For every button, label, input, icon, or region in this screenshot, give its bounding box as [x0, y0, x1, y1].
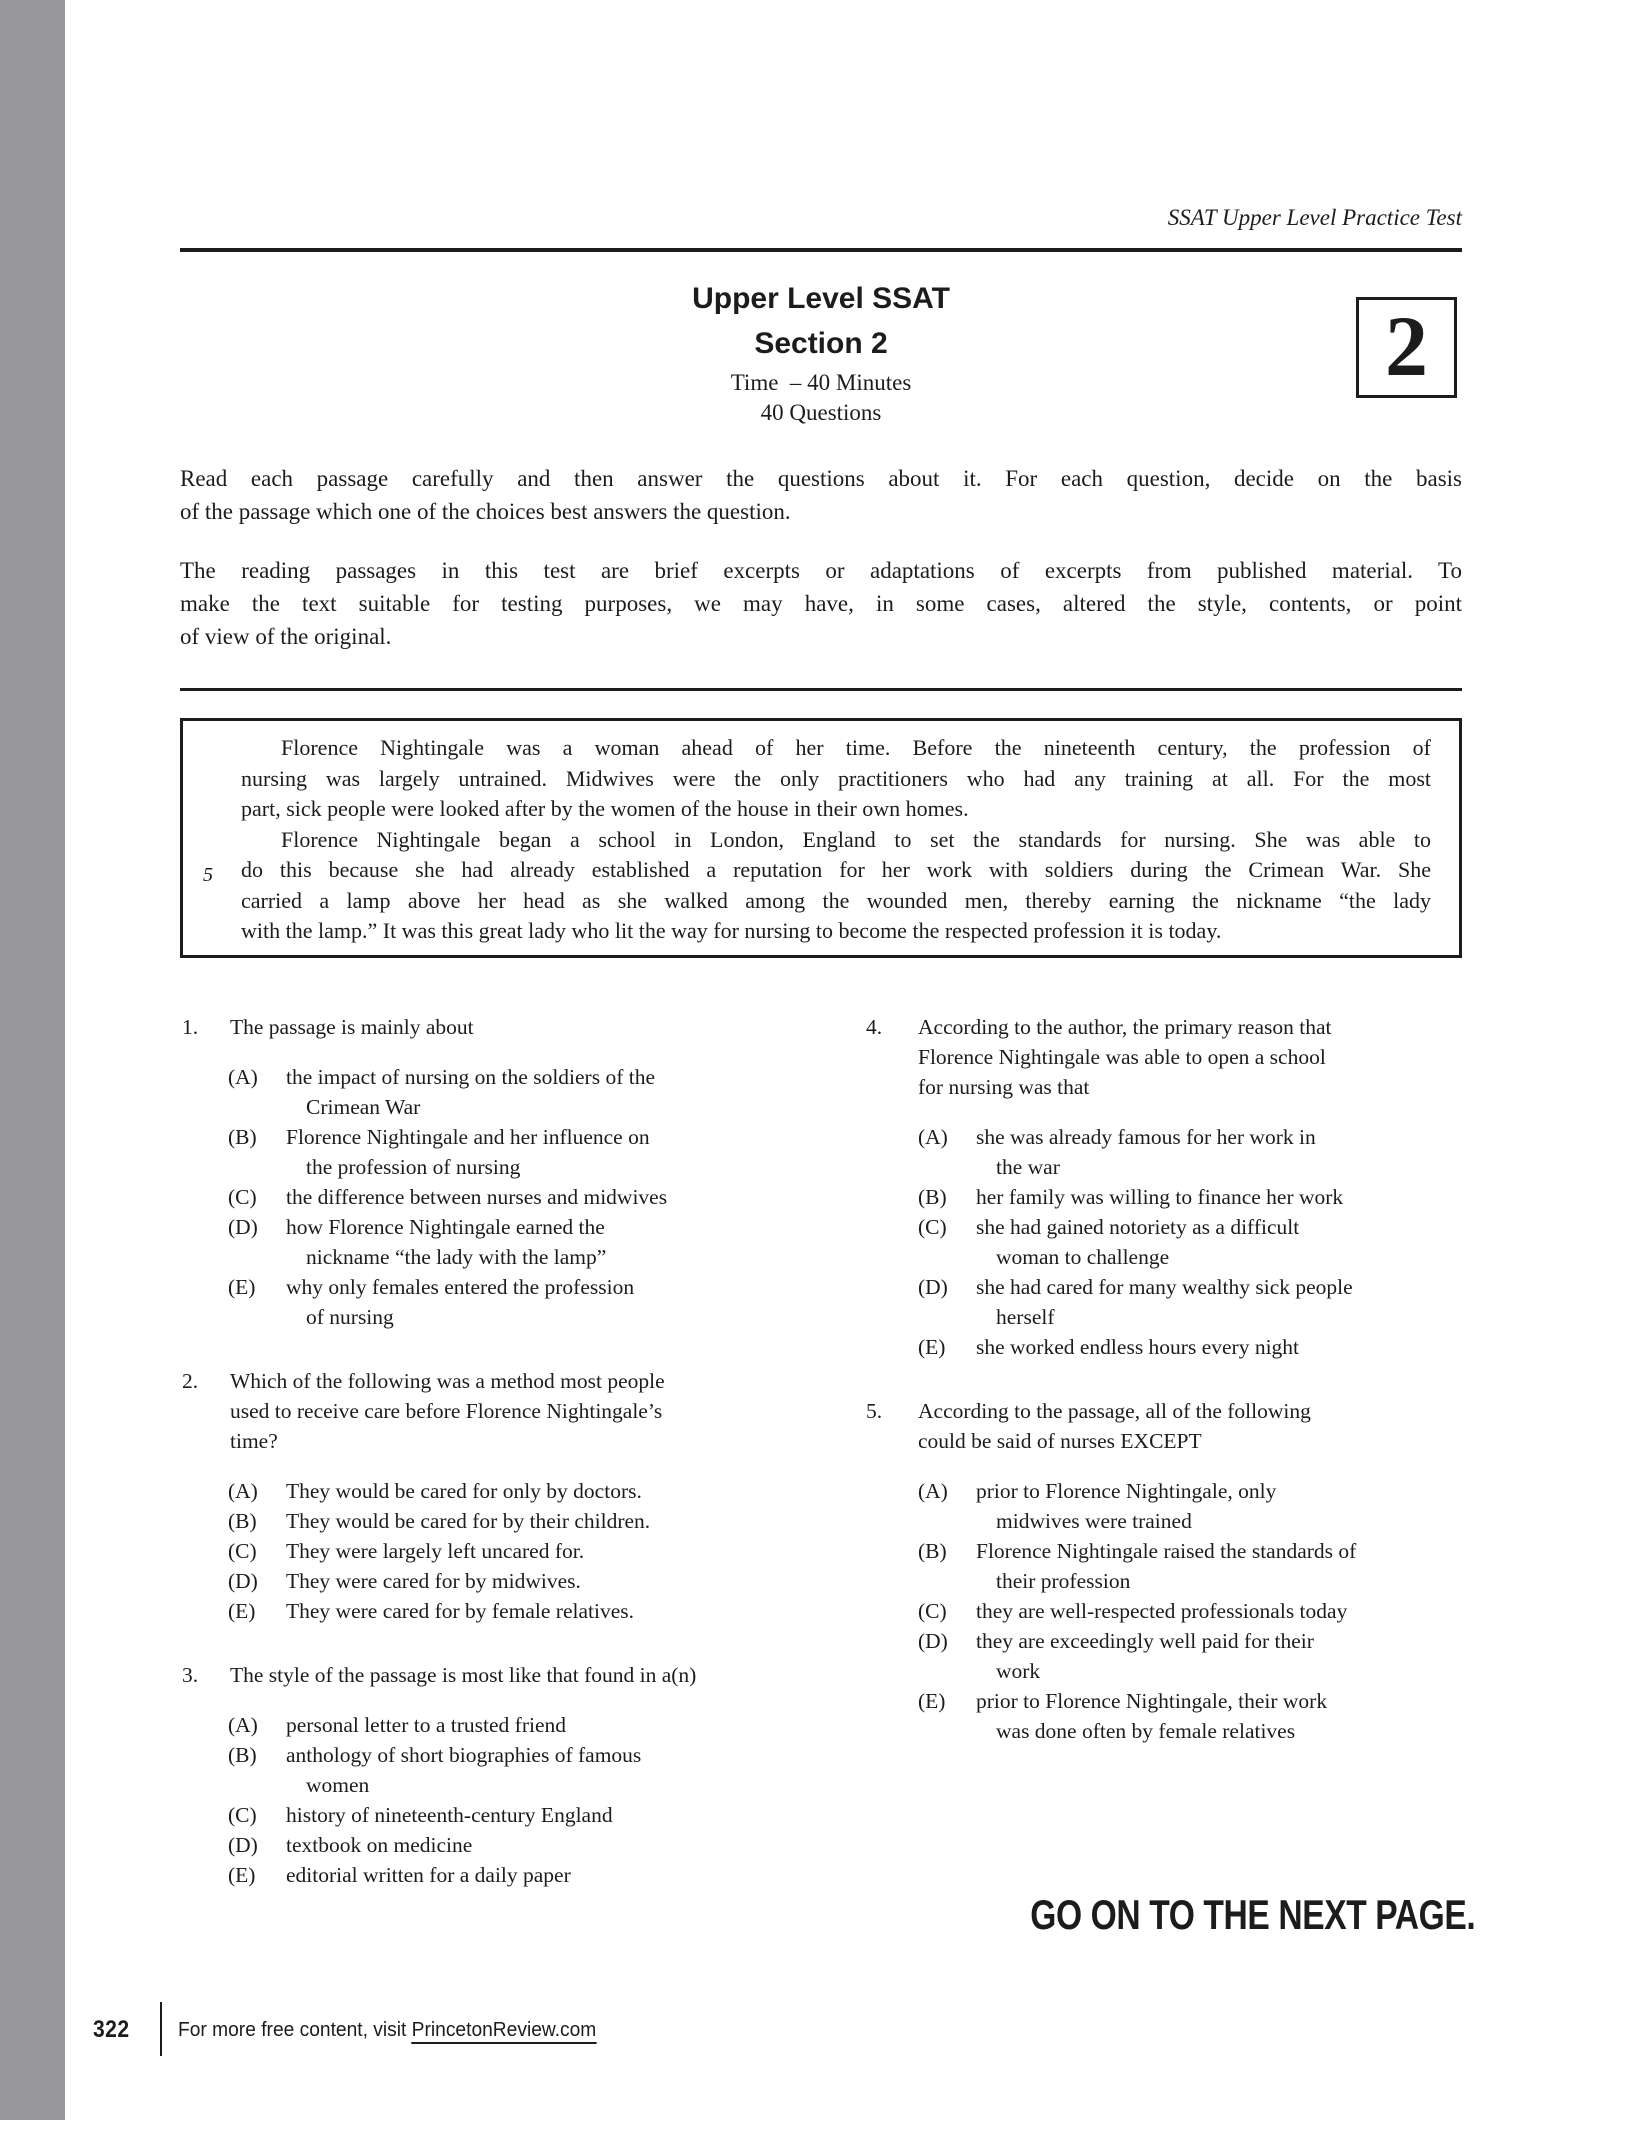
option-letter: (A)	[228, 1479, 258, 1503]
section-number: 2	[1385, 297, 1428, 394]
passage-line: with the lamp.” It was this great lady who lit the way for nursing to become the respected profession it is today.	[241, 918, 1222, 943]
option-letter: (C)	[918, 1215, 947, 1239]
stem-line: According to the author, the primary reason that	[918, 1015, 1332, 1039]
stem-line: time?	[230, 1429, 278, 1453]
footer-link: PrincetonReview.com	[412, 2019, 597, 2044]
option-line: They were cared for by female relatives.	[286, 1599, 634, 1623]
options-list	[182, 1710, 830, 1890]
question-stem-text	[230, 1660, 830, 1690]
option-row	[228, 1566, 830, 1596]
option-line: work	[996, 1659, 1041, 1683]
option-letter: (A)	[918, 1479, 948, 1503]
option-text	[286, 1476, 830, 1506]
go-on-notice: GO ON TO THE NEXT PAGE.	[1029, 1891, 1475, 1938]
question-stem	[182, 1366, 830, 1456]
option-letter: (D)	[918, 1629, 948, 1653]
option-row	[228, 1800, 830, 1830]
question-number: 4.	[866, 1015, 883, 1039]
option-row	[228, 1860, 830, 1890]
option-text	[286, 1830, 830, 1860]
option-letter: (D)	[918, 1275, 948, 1299]
option-line: Florence Nightingale and her influence on	[286, 1125, 650, 1149]
stem-line: Florence Nightingale was able to open a school	[918, 1045, 1326, 1069]
footer-divider	[160, 2002, 162, 2056]
option-text	[286, 1566, 830, 1596]
option-text	[976, 1476, 1462, 1536]
option-text	[976, 1182, 1462, 1212]
option-letter: (E)	[228, 1275, 256, 1299]
question-stem-text	[230, 1012, 830, 1042]
option-line: the profession of nursing	[306, 1155, 521, 1179]
option-line: her family was willing to finance her work	[976, 1185, 1344, 1209]
option-row	[918, 1272, 1462, 1332]
option-row	[228, 1740, 830, 1800]
option-letter: (D)	[228, 1569, 258, 1593]
option-row	[228, 1122, 830, 1182]
option-line: They would be cared for by their children.	[286, 1509, 651, 1533]
option-letter: (D)	[228, 1215, 258, 1239]
option-row	[228, 1596, 830, 1626]
option-line: herself	[996, 1305, 1055, 1329]
option-line: was done often by female relatives	[996, 1719, 1296, 1743]
option-letter: (A)	[228, 1713, 258, 1737]
stem-line: According to the passage, all of the following	[918, 1399, 1311, 1423]
question-count: 40 Questions	[760, 400, 882, 425]
passage-line: carried a lamp above her head as she walked among the wounded men, thereby earning the nickname “the lady	[241, 887, 1431, 913]
running-head: SSAT Upper Level Practice Test	[1167, 205, 1462, 230]
option-row	[228, 1536, 830, 1566]
option-text	[286, 1710, 830, 1740]
option-line: they are exceedingly well paid for their	[976, 1629, 1314, 1653]
stem-line: for nursing was that	[918, 1075, 1090, 1099]
question	[182, 1366, 830, 1626]
option-letter: (B)	[228, 1125, 257, 1149]
option-line: prior to Florence Nightingale, only	[976, 1479, 1277, 1503]
option-letter: (C)	[228, 1803, 257, 1827]
option-line: prior to Florence Nightingale, their work	[976, 1689, 1328, 1713]
option-line: nickname “the lady with the lamp”	[306, 1245, 607, 1269]
options-list	[182, 1062, 830, 1332]
instructions-divider-rule	[180, 688, 1462, 691]
instruction-line: Read each passage carefully and then answer the questions about it. For each question, decide on the basis	[180, 466, 1462, 491]
option-row	[918, 1596, 1462, 1626]
option-row	[918, 1122, 1462, 1182]
option-text	[286, 1122, 830, 1182]
option-line: anthology of short biographies of famous	[286, 1743, 642, 1767]
option-letter: (B)	[228, 1509, 257, 1533]
footer-text-prefix: For more free content, visit	[178, 2019, 412, 2041]
option-letter: (C)	[918, 1599, 947, 1623]
passage-line: nursing was largely untrained. Midwives were the only practitioners who had any training at all. For the most	[241, 765, 1431, 791]
option-line: why only females entered the profession	[286, 1275, 635, 1299]
option-line: Florence Nightingale raised the standards of	[976, 1539, 1357, 1563]
options-list	[866, 1476, 1462, 1746]
option-letter: (C)	[228, 1539, 257, 1563]
stem-line: The style of the passage is most like that found in a(n)	[230, 1663, 697, 1687]
section-number-box	[1356, 297, 1457, 398]
option-line: textbook on medicine	[286, 1833, 473, 1857]
option-line: They were cared for by midwives.	[286, 1569, 581, 1593]
page-title: Upper Level SSAT	[692, 282, 950, 315]
option-letter: (E)	[918, 1689, 946, 1713]
stem-line: used to receive care before Florence Nightingale’s	[230, 1399, 663, 1423]
question	[182, 1012, 830, 1332]
option-row	[228, 1476, 830, 1506]
question	[182, 1660, 830, 1890]
question-stem-text	[918, 1396, 1462, 1456]
option-text	[286, 1536, 830, 1566]
instruction-line: make the text suitable for testing purposes, we may have, in some cases, altered the style, contents, or point	[180, 591, 1462, 616]
stem-line: The passage is mainly about	[230, 1015, 474, 1039]
option-row	[228, 1830, 830, 1860]
left-margin-bar	[0, 0, 65, 2120]
option-text	[976, 1122, 1462, 1182]
options-list	[182, 1476, 830, 1626]
question	[866, 1396, 1462, 1746]
option-text	[286, 1740, 830, 1800]
paragraph-gap	[180, 528, 1462, 554]
instruction-line: The reading passages in this test are brief excerpts or adaptations of excerpts from published material. To	[180, 558, 1462, 583]
option-letter: (B)	[918, 1185, 947, 1209]
option-line: women	[306, 1773, 370, 1797]
option-letter: (C)	[228, 1185, 257, 1209]
question-stem	[866, 1396, 1462, 1456]
option-text	[286, 1800, 830, 1830]
question-stem	[182, 1012, 830, 1042]
option-line: They would be cared for only by doctors.	[286, 1479, 642, 1503]
option-text	[286, 1182, 830, 1212]
instructions	[180, 462, 1462, 653]
option-letter: (E)	[228, 1863, 256, 1887]
passage-line-number: 5	[203, 864, 213, 886]
option-row	[918, 1212, 1462, 1272]
option-letter: (E)	[228, 1599, 256, 1623]
stem-line: could be said of nurses EXCEPT	[918, 1429, 1202, 1453]
option-letter: (B)	[228, 1743, 257, 1767]
option-line: how Florence Nightingale earned the	[286, 1215, 605, 1239]
option-row	[228, 1212, 830, 1272]
option-row	[918, 1686, 1462, 1746]
option-text	[976, 1626, 1462, 1686]
option-line: they are well-respected professionals today	[976, 1599, 1348, 1623]
option-text	[286, 1272, 830, 1332]
option-line: editorial written for a daily paper	[286, 1863, 571, 1887]
header-rule	[180, 248, 1462, 252]
option-letter: (D)	[228, 1833, 258, 1857]
option-row	[228, 1710, 830, 1740]
passage-line: do this because she had already established a reputation for her work with soldiers during the Crimean War. She	[241, 857, 1431, 882]
passage-line: Florence Nightingale began a school in London, England to set the standards for nursing. She was able to	[281, 826, 1431, 852]
option-line: woman to challenge	[996, 1245, 1170, 1269]
option-row	[918, 1182, 1462, 1212]
option-row	[228, 1506, 830, 1536]
question-number: 5.	[866, 1399, 883, 1423]
question-number: 3.	[182, 1663, 199, 1687]
option-text	[976, 1212, 1462, 1272]
option-line: the war	[996, 1155, 1060, 1179]
question-stem	[182, 1660, 830, 1690]
option-line: of nursing	[306, 1305, 394, 1329]
options-list	[866, 1122, 1462, 1362]
option-line: midwives were trained	[996, 1509, 1192, 1533]
instruction-line: of view of the original.	[180, 624, 392, 649]
option-text	[976, 1536, 1462, 1596]
question-stem-text	[918, 1012, 1462, 1102]
option-line: the impact of nursing on the soldiers of the	[286, 1065, 656, 1089]
option-row	[228, 1272, 830, 1332]
question-number: 2.	[182, 1369, 199, 1393]
option-letter: (B)	[918, 1539, 947, 1563]
option-line: she worked endless hours every night	[976, 1335, 1300, 1359]
option-text	[286, 1062, 830, 1122]
option-text	[976, 1272, 1462, 1332]
option-row	[918, 1332, 1462, 1362]
option-line: personal letter to a trusted friend	[286, 1713, 566, 1737]
section-title: Section 2	[754, 327, 888, 360]
question-number: 1.	[182, 1015, 199, 1039]
option-letter: (E)	[918, 1335, 946, 1359]
question-stem	[866, 1012, 1462, 1102]
questions-left-column	[182, 1012, 830, 1924]
passage-line: Florence Nightingale was a woman ahead of her time. Before the nineteenth century, the profession of	[281, 735, 1431, 760]
option-letter: (A)	[228, 1065, 258, 1089]
option-text	[286, 1212, 830, 1272]
passage-line: part, sick people were looked after by the women of the house in their own homes.	[241, 796, 969, 821]
option-text	[286, 1860, 830, 1890]
title-block	[180, 281, 1462, 427]
option-line: their profession	[996, 1569, 1131, 1593]
option-text	[286, 1506, 830, 1536]
option-text	[976, 1686, 1462, 1746]
page-number: 322	[93, 2016, 130, 2043]
footer-text	[178, 2019, 596, 2042]
option-row	[918, 1476, 1462, 1536]
option-row	[228, 1182, 830, 1212]
option-line: Crimean War	[306, 1095, 421, 1119]
option-line: history of nineteenth-century England	[286, 1803, 613, 1827]
time-limit: Time – 40 Minutes	[730, 370, 912, 395]
option-row	[228, 1062, 830, 1122]
instruction-line: of the passage which one of the choices best answers the question.	[180, 499, 791, 524]
option-line: she had gained notoriety as a difficult	[976, 1215, 1300, 1239]
option-letter: (A)	[918, 1125, 948, 1149]
passage-box	[180, 718, 1462, 958]
question-stem-text	[230, 1366, 830, 1456]
stem-line: Which of the following was a method most people	[230, 1369, 665, 1393]
option-line: she was already famous for her work in	[976, 1125, 1316, 1149]
option-text	[286, 1596, 830, 1626]
question	[866, 1012, 1462, 1362]
option-line: she had cared for many wealthy sick people	[976, 1275, 1353, 1299]
questions-right-column	[866, 1012, 1462, 1780]
option-row	[918, 1536, 1462, 1596]
option-text	[976, 1596, 1462, 1626]
option-text	[976, 1332, 1462, 1362]
option-line: the difference between nurses and midwives	[286, 1185, 668, 1209]
option-row	[918, 1626, 1462, 1686]
option-line: They were largely left uncared for.	[286, 1539, 585, 1563]
